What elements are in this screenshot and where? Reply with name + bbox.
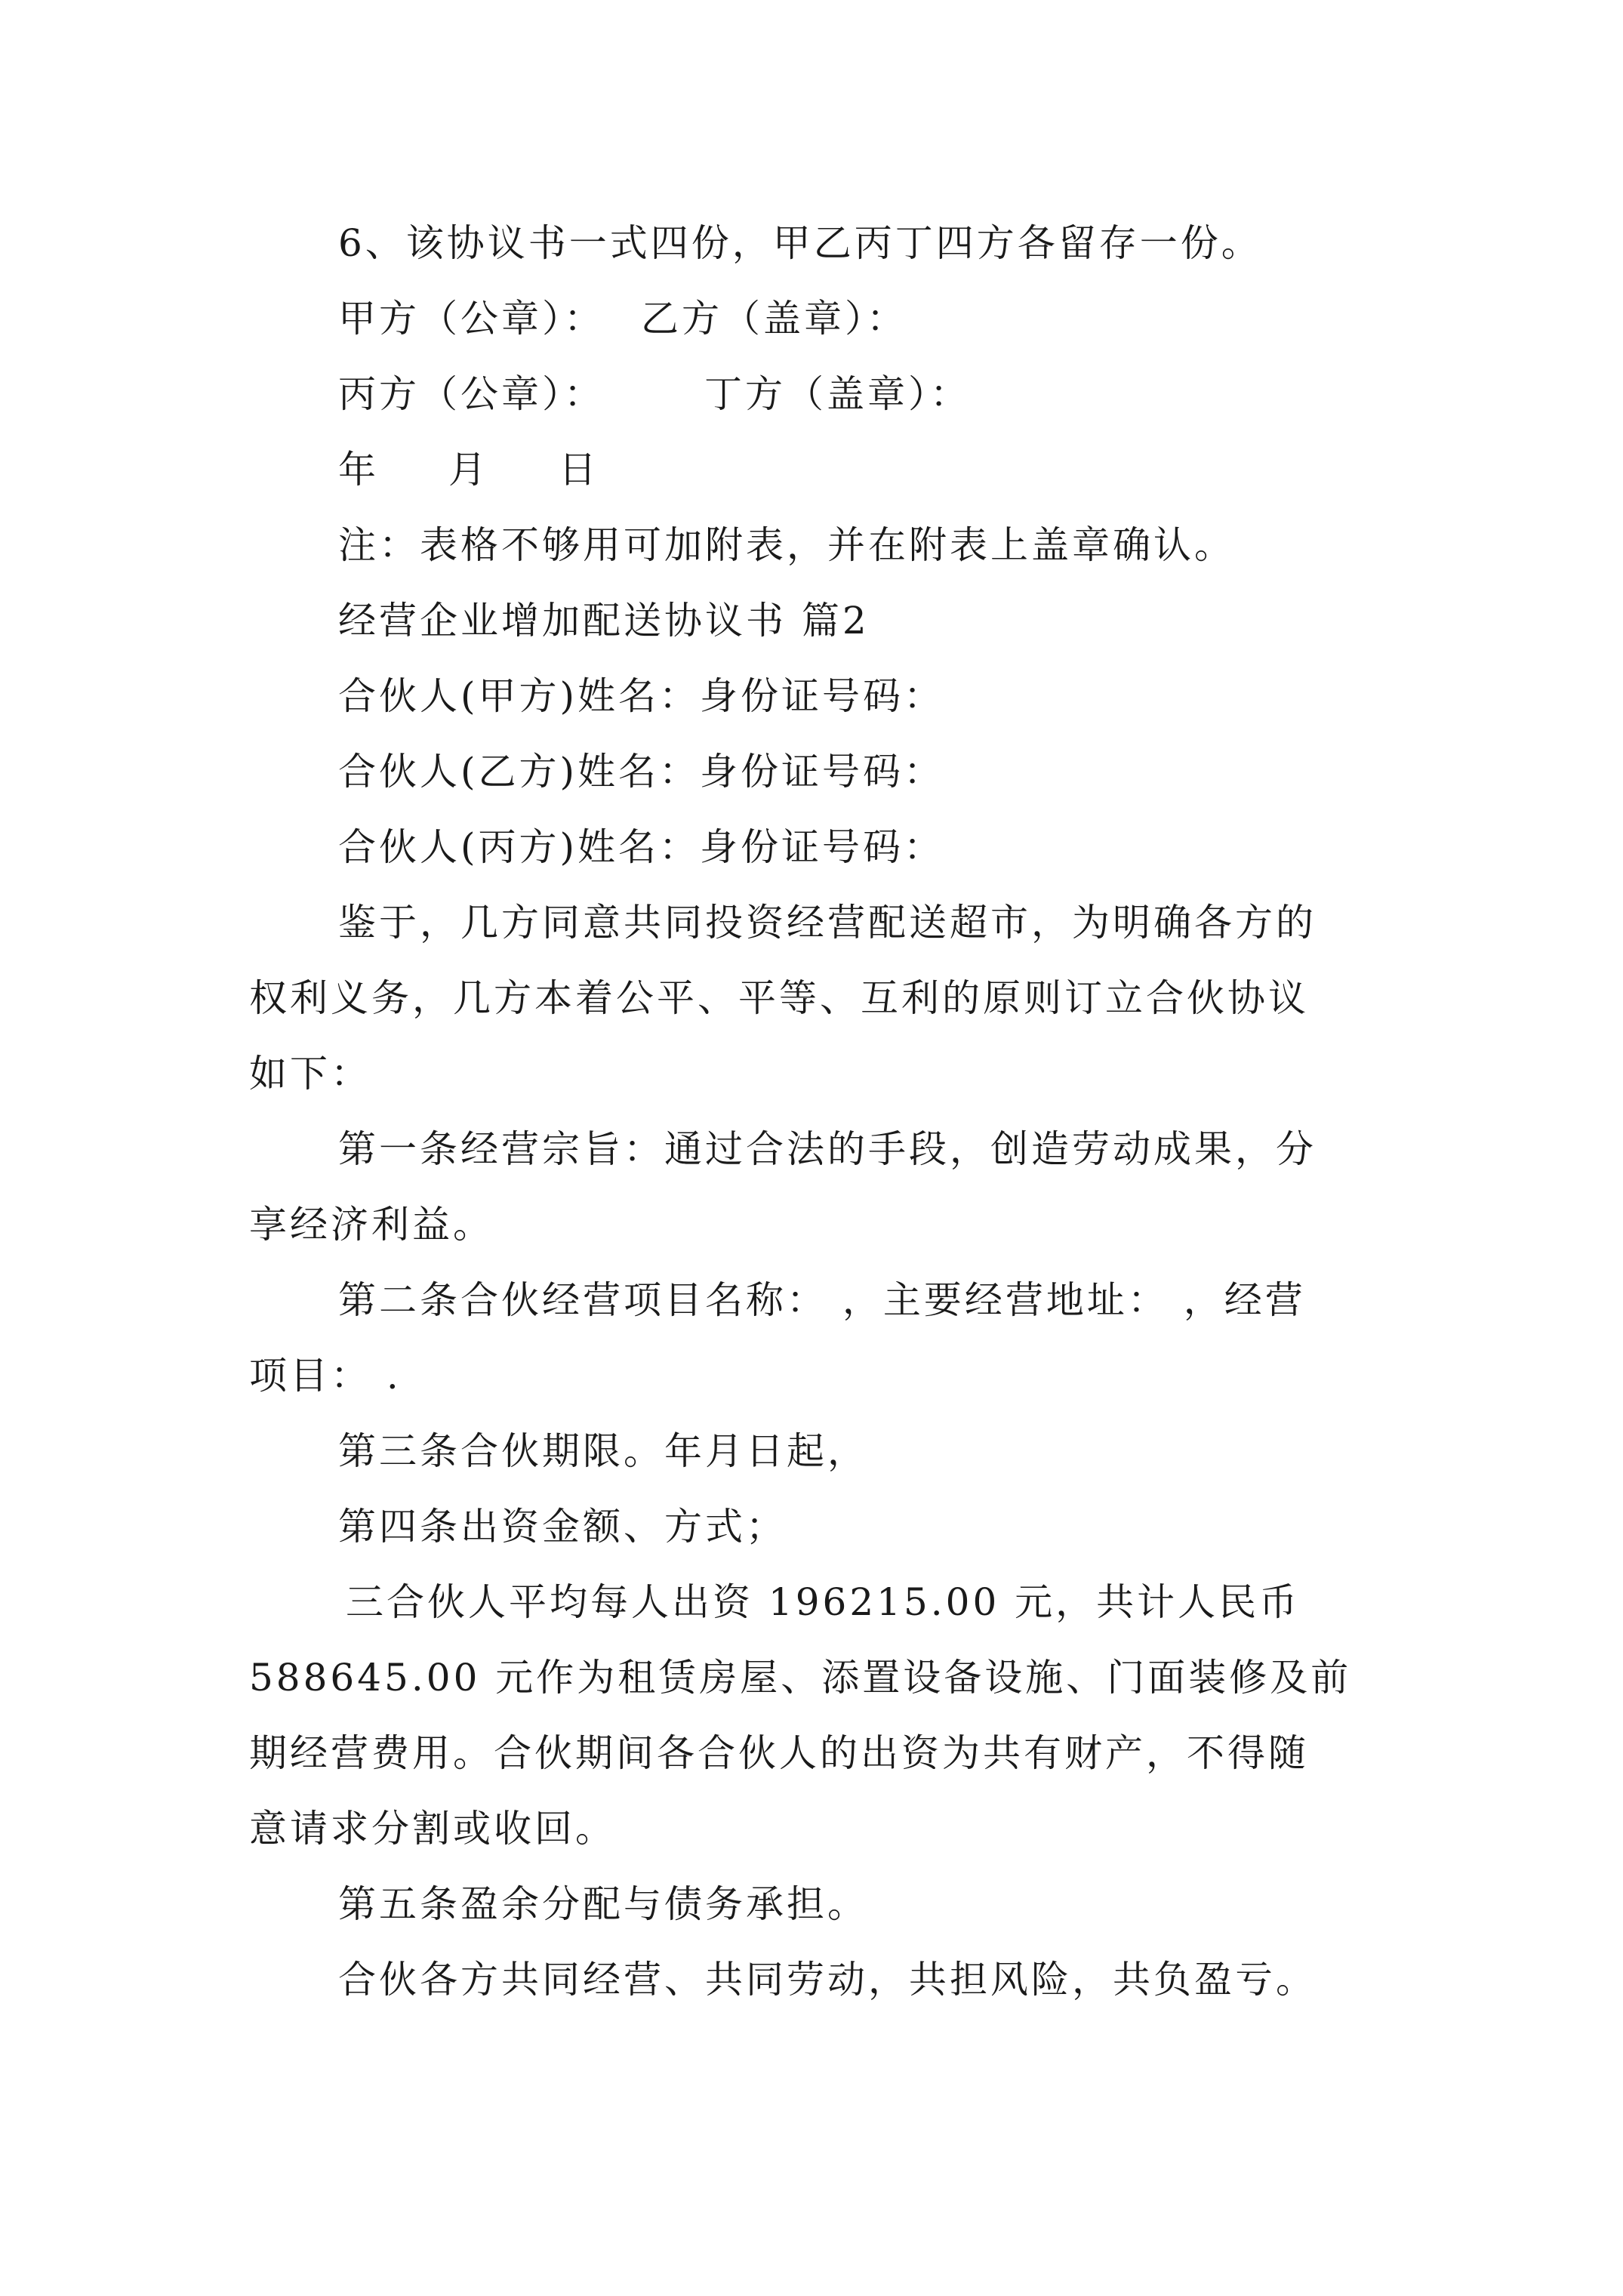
signature-line-party-c-d [338, 371, 1486, 417]
article-2-line-2: 项目： . [249, 1354, 402, 1398]
article-3-line: 第三条合伙期限。年月日起， [338, 1429, 868, 1473]
partner-a-line: 合伙人(甲方)姓名：身份证号码： [338, 674, 945, 718]
agreement-copies-line: 6、该协议书一式四份，甲乙丙丁四方各留存一份。 [338, 221, 1262, 265]
article-5-line-1: 合伙各方共同经营、共同劳动，共担风险，共负盈亏。 [338, 1958, 1317, 2002]
signature-line-party-a-b [338, 296, 1486, 341]
preamble-line-3: 如下： [249, 1052, 371, 1096]
date-day-label: 日 [559, 448, 599, 492]
party-a-seal-label: 甲方（公章）： [338, 297, 605, 341]
article-1-line-1: 第一条经营宗旨：通过合法的手段，创造劳动成果，分 [338, 1127, 1317, 1171]
date-line [338, 447, 1486, 492]
article-5-heading: 第五条盈余分配与债务承担。 [338, 1882, 868, 1926]
note-line: 注：表格不够用可加附表，并在附表上盖章确认。 [338, 523, 1235, 567]
date-month-label: 月 [448, 448, 489, 492]
section-heading: 经营企业增加配送协议书 篇2 [338, 599, 870, 643]
article-4-line-4: 意请求分割或收回。 [249, 1807, 616, 1851]
party-b-seal-label: 乙方（盖章）： [641, 297, 907, 341]
date-year-label: 年 [338, 448, 379, 492]
party-d-seal-label: 丁方（盖章）： [704, 372, 971, 416]
article-4-line-3: 期经营费用。合伙期间各合伙人的出资为共有财产，不得随 [249, 1731, 1309, 1775]
article-4-heading: 第四条出资金额、方式； [338, 1505, 787, 1549]
article-4-line-1: 三合伙人平均每人出资 196215.00 元，共计人民币 [346, 1580, 1301, 1624]
party-c-seal-label: 丙方（公章）： [338, 372, 605, 416]
preamble-line-2: 权利义务，几方本着公平、平等、互利的原则订立合伙协议 [249, 976, 1309, 1020]
article-2-line-1: 第二条合伙经营项目名称： ，主要经营地址： ，经营 [338, 1278, 1306, 1322]
article-4-line-2: 588645.00 元作为租赁房屋、添置设备设施、门面装修及前 [249, 1656, 1352, 1700]
article-1-line-2: 享经济利益。 [249, 1203, 494, 1247]
preamble-line-1: 鉴于，几方同意共同投资经营配送超市，为明确各方的 [338, 901, 1317, 945]
partner-c-line: 合伙人(丙方)姓名：身份证号码： [338, 825, 945, 869]
partner-b-line: 合伙人(乙方)姓名：身份证号码： [338, 750, 945, 794]
